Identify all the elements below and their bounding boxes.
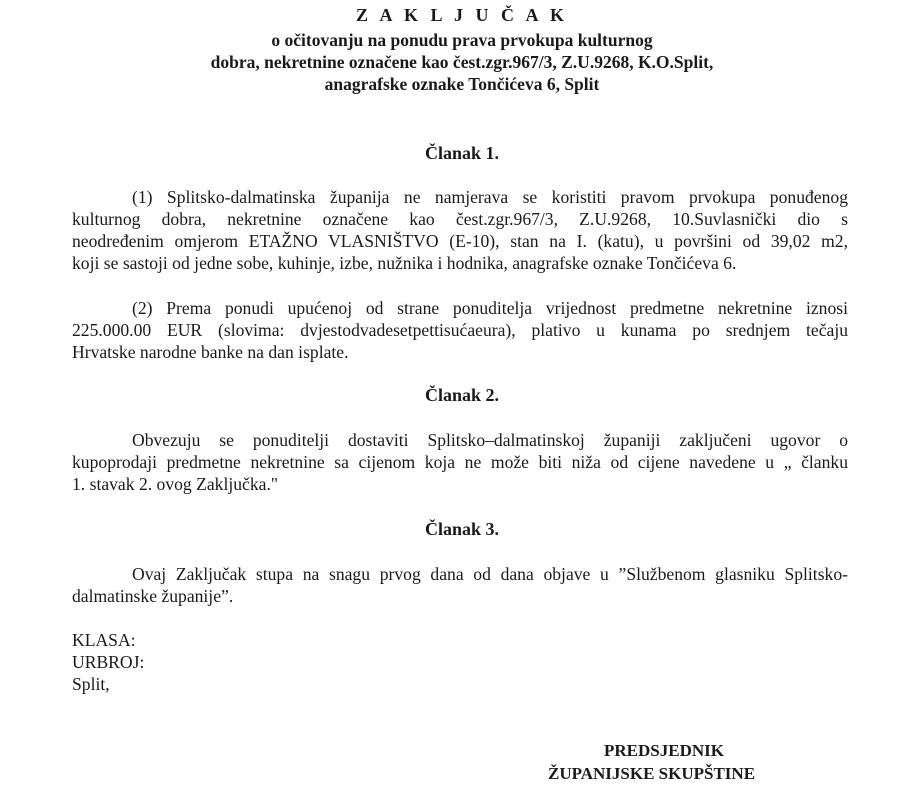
paragraph-line: 1. stavak 2. ovog Zaključka.": [72, 474, 279, 494]
document-subtitle-line: anagrafske oznake Tončićeva 6, Split: [324, 74, 600, 94]
article-3-heading: Članak 3.: [424, 519, 500, 539]
document-title: Z A K L J U Č A K: [355, 5, 569, 25]
klasa-label: KLASA:: [72, 630, 136, 650]
signature-block: [548, 739, 788, 785]
article-3-paragraph: [72, 563, 848, 607]
document-meta: [72, 629, 144, 695]
paragraph-line: kulturnog dobra, nekretnine označene kao čest.zgr.967/3, Z.U.9268, 10.Suvlasnički dio s: [72, 209, 848, 229]
paragraph-line: koji se sastoji od jedne sobe, kuhinje, izbe, nužnika i hodnika, anagrafske oznake Tončićeva 6.: [72, 253, 737, 273]
paragraph-line: (1) Splitsko-dalmatinska županija ne namjerava se koristiti pravom prvokupa ponuđenog: [132, 187, 848, 207]
paragraph-line: Hrvatske narodne banke na dan isplate.: [72, 342, 349, 362]
article-1-paragraph-2: [72, 297, 848, 363]
article-1-heading: Članak 1.: [424, 143, 500, 163]
signature-title: PREDSJEDNIK: [604, 741, 724, 760]
document-subtitle-line: dobra, nekretnine označene kao čest.zgr.967/3, Z.U.9268, K.O.Split,: [210, 52, 714, 72]
article-1-paragraph-1: [72, 186, 848, 274]
place-label: Split,: [72, 674, 110, 694]
urbroj-label: URBROJ:: [72, 652, 145, 672]
signature-body: ŽUPANIJSKE SKUPŠTINE: [548, 764, 756, 783]
paragraph-line: neodređenim omjerom ETAŽNO VLASNIŠTVO (E-10), stan na I. (katu), u površini od 39,02 m2,: [72, 231, 848, 251]
paragraph-line: dalmatinske županije”.: [72, 586, 234, 606]
paragraph-line: 225.000.00 EUR (slovima: dvjestodvadesetpettisućaeura), plativo u kunama po srednjem tečaju: [72, 320, 848, 340]
paragraph-line: (2) Prema ponudi upućenoj od strane ponuditelja vrijednost predmetne nekretnine iznosi: [132, 298, 848, 318]
document-subtitle-line: o očitovanju na ponudu prava prvokupa kulturnog: [271, 30, 653, 50]
article-2-paragraph: [72, 429, 848, 495]
paragraph-line: kupoprodaji predmetne nekretnine sa cijenom koja ne može biti niža od cijene navedene u „ članku: [72, 452, 848, 472]
paragraph-line: Obvezuju se ponuditelji dostaviti Splitsko–dalmatinskoj županiji zaključeni ugovor o: [132, 430, 848, 450]
article-2-heading: Članak 2.: [424, 385, 500, 405]
paragraph-line: Ovaj Zaključak stupa na snagu prvog dana od dana objave u ”Službenom glasniku Splitsko-: [132, 564, 848, 584]
